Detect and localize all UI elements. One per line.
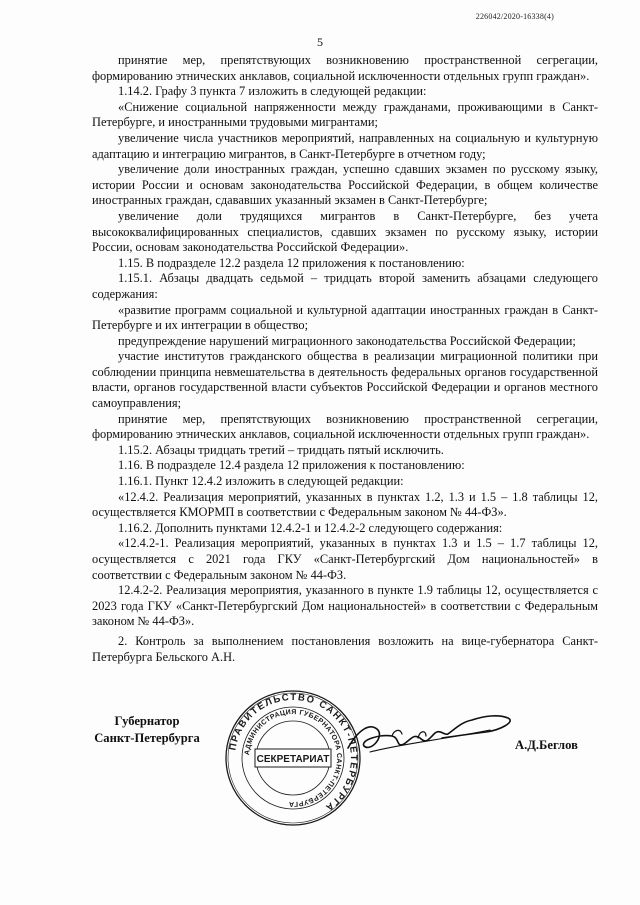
paragraph: увеличение числа участников мероприятий, направленных на социальную и культурную адаптацию и интеграцию мигрантов, в Санкт-Петербурге в отчетном году; [92,130,598,161]
svg-text:СЕКРЕТАРИАТ: СЕКРЕТАРИАТ [256,754,330,765]
position-title: Губернатор [114,714,180,728]
paragraph: 12.4.2-2. Реализация мероприятия, указанного в пункте 1.9 таблицы 12, осуществляется с 2023 года ГКУ «Санкт-Петербургский Дом национальностей» в соответствии с Федеральным законом № 44-ФЗ». [92,583,598,629]
paragraph: «развитие программ социальной и культурной адаптации иностранных граждан в Санкт-Петербурге и их интеграции в общество; [92,302,598,333]
paragraph: 1.15. В подразделе 12.2 раздела 12 приложения к постановлению: [118,255,465,270]
paragraph: принятие мер, препятствующих возникновению пространственной сегрегации, формированию этнических анклавов, социальной исключенности отдельных групп граждан». [92,53,598,83]
signatory-name: А.Д.Беглов [515,738,578,752]
paragraph: «Снижение социальной напряженности между гражданами, проживающими в Санкт-Петербурге, и иностранными трудовыми мигрантами; [92,99,598,130]
paragraph: увеличение доли трудящихся мигрантов в Санкт-Петербурге, без учета высококвалифицированных специалистов, сдавших экзамен по русскому языку, истории России, основам законодательства Российской Федерации». [92,208,598,255]
paragraph: предупреждение нарушений миграционного законодательства Российской Федерации; [118,333,576,348]
document-id: 226042/2020-16338(4) [475,12,554,21]
paragraph: «12.4.2. Реализация мероприятий, указанных в пунктах 1.2, 1.3 и 1.5 – 1.8 таблицы 12, осуществляется КМОРМП в соответствии с Федеральным законом № 44-ФЗ». [92,489,598,520]
paragraph: 1.16. В подразделе 12.4 раздела 12 приложения к постановлению: [118,458,465,473]
svg-text:ПРАВИТЕЛЬСТВО САНКТ-ПЕТЕРБУРГА: ПРАВИТЕЛЬСТВО САНКТ-ПЕТЕРБУРГА [227,691,360,814]
position-region: Санкт-Петербурга [94,731,200,745]
page-number: 5 [317,35,323,49]
paragraph: увеличение доли иностранных граждан, успешно сдавших экзамен по русскому языку, истории России и основам законодательства Российской Федерации, в общем количестве иностранных граждан, сдававших указанный экзамен в Санкт-Петербурге; [92,162,598,208]
paragraph: 1.16.2. Дополнить пунктами 12.4.2-1 и 12.4.2-2 следующего содержания: [118,520,503,535]
signatory-position [92,713,202,747]
paragraph: 2. Контроль за выполнением постановления возложить на вице-губернатора Санкт-Петербурга Бельского А.Н. [92,633,598,664]
paragraph: принятие мер, препятствующих возникновению пространственной сегрегации, формированию этнических анклавов, социальной исключенности отдельных групп граждан». [92,411,598,442]
document-body [92,53,598,665]
paragraph: 1.15.2. Абзацы тридцать третий – тридцать пятый исключить. [118,442,444,457]
paragraph: «12.4.2-1. Реализация мероприятий, указанных в пунктах 1.3 и 1.5 – 1.7 таблицы 12, осуществляется с 2021 года ГКУ «Санкт-Петербургский Дом национальностей» в соответствии с Федеральным законом № 44-ФЗ. [92,536,598,582]
paragraph: 1.15.1. Абзацы двадцать седьмой – тридцать второй заменить абзацами следующего содержания: [92,271,598,301]
paragraph: участие институтов гражданского общества в реализации миграционной политики при соблюдении принципа невмешательства в деятельность федеральных органов государственной власти, органов государственной власти субъектов Российской Федерации и органов местного самоуправления; [92,349,598,411]
svg-text:АДМИНИСТРАЦИЯ ГУБЕРНАТОРА САНК: АДМИНИСТРАЦИЯ ГУБЕРНАТОРА САНКТ-ПЕТЕРБУРГА [244,708,343,808]
paragraph: 1.14.2. Графу 3 пункта 7 изложить в следующей редакции: [118,84,427,99]
paragraph: 1.16.1. Пункт 12.4.2 изложить в следующей редакции: [118,474,404,489]
handwritten-signature [340,700,520,780]
